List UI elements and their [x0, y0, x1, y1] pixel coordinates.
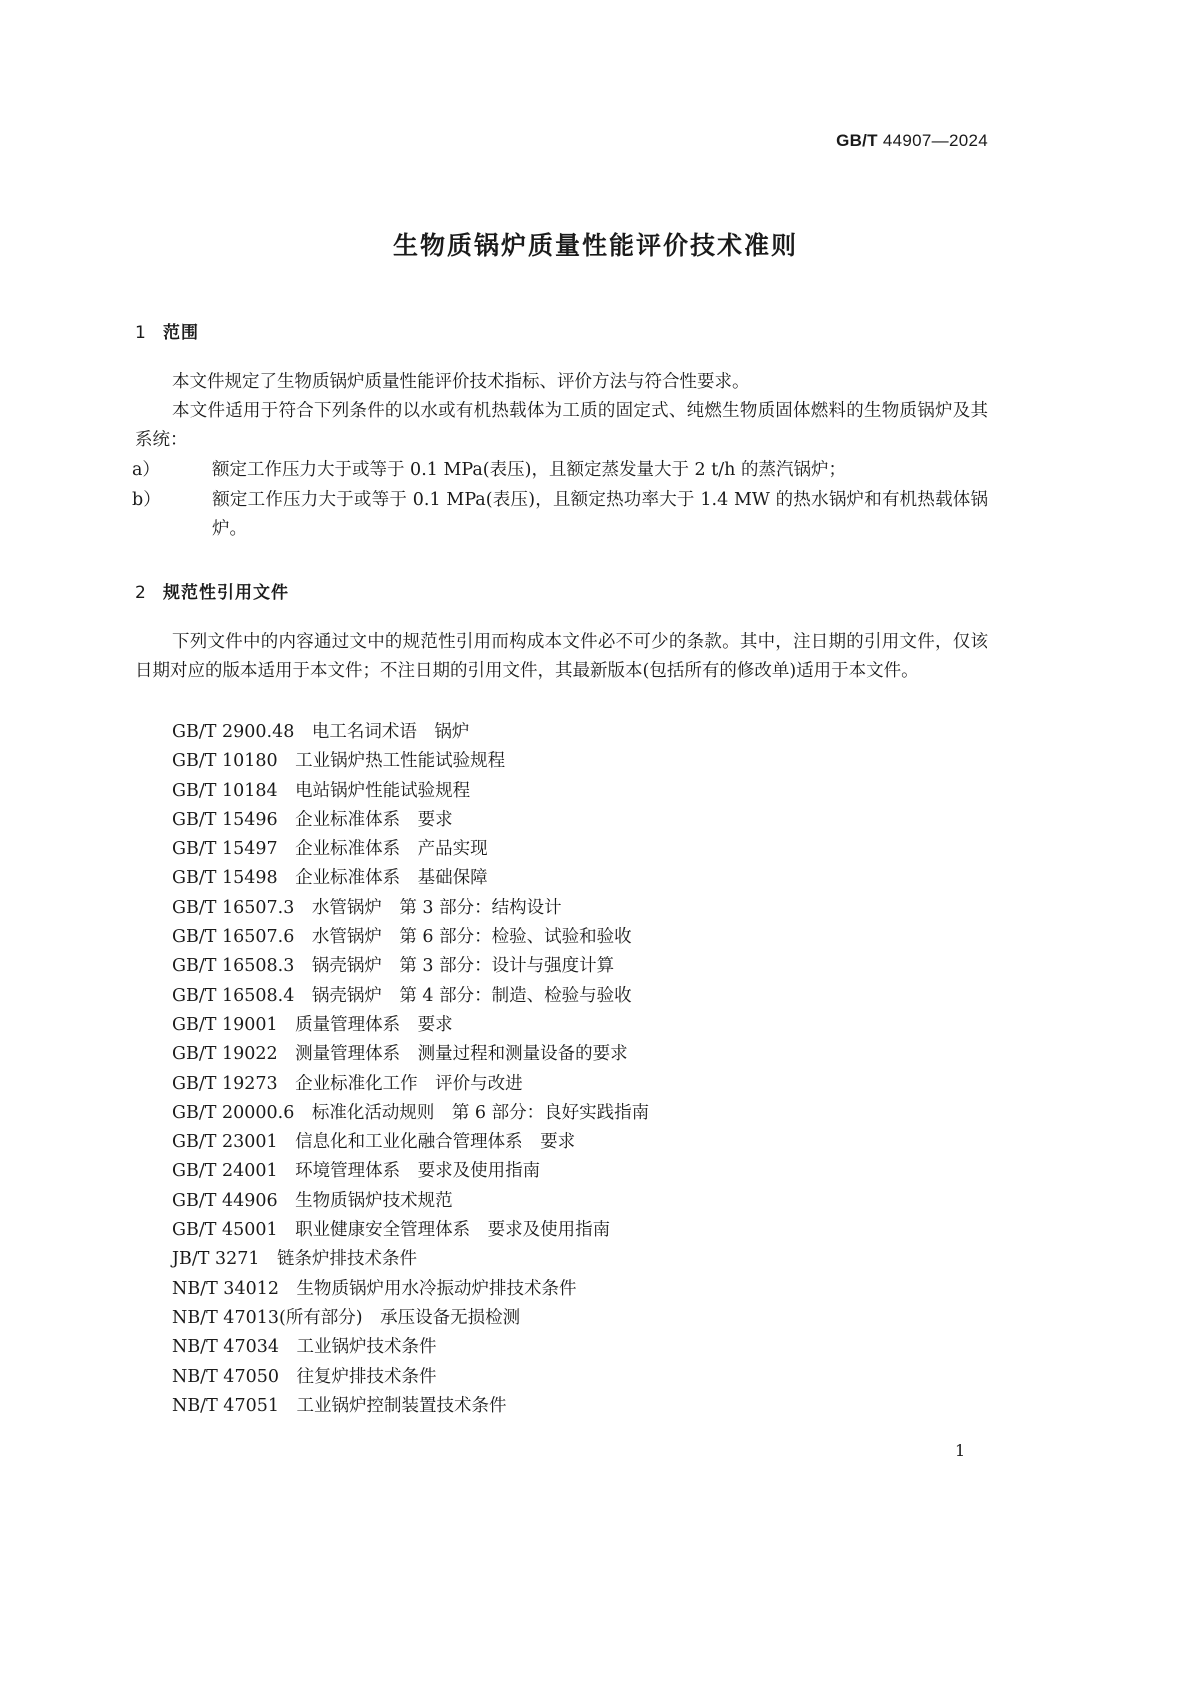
page-number: 1 [955, 1441, 966, 1460]
reference-item [172, 806, 649, 835]
section-number: 1 [135, 323, 147, 343]
reference-code: NB/T 34012 [172, 1278, 279, 1299]
reference-title: 往复炉排技术条件 [296, 1366, 437, 1387]
reference-item [172, 1363, 649, 1392]
reference-item [172, 1333, 649, 1362]
reference-code: NB/T 47051 [172, 1395, 279, 1416]
reference-title: 工业锅炉控制装置技术条件 [296, 1395, 507, 1416]
reference-item [172, 1099, 649, 1128]
reference-title: 电站锅炉性能试验规程 [295, 780, 471, 801]
reference-item [172, 1304, 649, 1333]
reference-title: 环境管理体系 要求及使用指南 [295, 1161, 541, 1182]
reference-item [172, 1245, 649, 1274]
reference-title: 生物质锅炉技术规范 [295, 1190, 453, 1211]
document-code-header [836, 131, 988, 151]
list-label: a） [132, 460, 160, 480]
standard-number: 44907—2024 [882, 131, 988, 150]
reference-title: 水管锅炉 第 6 部分：检验、试验和验收 [311, 927, 632, 948]
document-title: 生物质锅炉质量性能评价技术准则 [392, 231, 798, 260]
reference-title: 质量管理体系 要求 [295, 1014, 453, 1035]
reference-title: 水管锅炉 第 3 部分：结构设计 [311, 897, 562, 918]
reference-title: 职业健康安全管理体系 要求及使用指南 [295, 1220, 611, 1241]
reference-item [172, 747, 649, 776]
reference-code: GB/T 23001 [172, 1132, 278, 1153]
reference-item [172, 952, 649, 981]
list-text: 额定工作压力大于或等于 0.1 MPa(表压)，且额定蒸发量大于 2 t/h 的蒸汽锅炉； [212, 460, 846, 480]
reference-item [172, 1216, 649, 1245]
section-number: 2 [135, 583, 147, 603]
scope-paragraph-1: 本文件规定了生物质锅炉质量性能评价技术指标、评价方法与符合性要求。 [172, 372, 750, 392]
reference-code: GB/T 45001 [172, 1220, 278, 1241]
reference-code: NB/T 47050 [172, 1366, 279, 1387]
reference-title: 企业标准化工作 评价与改进 [295, 1073, 523, 1094]
reference-item [172, 1128, 649, 1157]
list-item-b [132, 486, 988, 545]
reference-item [172, 1392, 649, 1421]
reference-code: NB/T 47013(所有部分) [172, 1307, 363, 1328]
reference-code: JB/T 3271 [172, 1249, 260, 1270]
list-item-a [132, 456, 988, 485]
reference-title: 信息化和工业化融合管理体系 要求 [295, 1132, 576, 1153]
reference-code: GB/T 19022 [172, 1044, 278, 1065]
standard-prefix: GB/T [836, 131, 878, 150]
reference-code: GB/T 15498 [172, 868, 278, 889]
reference-list [172, 718, 649, 1421]
reference-title: 锅壳锅炉 第 3 部分：设计与强度计算 [311, 956, 615, 977]
reference-title: 测量管理体系 测量过程和测量设备的要求 [295, 1044, 628, 1065]
reference-code: GB/T 10184 [172, 780, 278, 801]
section-1-heading [135, 318, 199, 343]
reference-title: 生物质锅炉用水冷振动炉排技术条件 [296, 1278, 577, 1299]
reference-item [172, 1070, 649, 1099]
reference-title: 锅壳锅炉 第 4 部分：制造、检验与验收 [311, 985, 632, 1006]
list-label: b） [132, 490, 161, 510]
reference-title: 工业锅炉技术条件 [296, 1337, 437, 1358]
reference-code: NB/T 47034 [172, 1337, 279, 1358]
list-text: 额定工作压力大于或等于 0.1 MPa(表压)，且额定热功率大于 1.4 MW 的热水锅炉和有机热载体锅炉。 [212, 490, 988, 540]
scope-paragraph-2: 本文件适用于符合下列条件的以水或有机热载体为工质的固定式、纯燃生物质固体燃料的生物质锅炉及其系统： [135, 401, 988, 451]
reference-item [172, 864, 649, 893]
reference-code: GB/T 19273 [172, 1073, 278, 1094]
normative-references-paragraph: 下列文件中的内容通过文中的规范性引用而构成本文件必不可少的条款。其中，注日期的引用文件，仅该日期对应的版本适用于本文件；不注日期的引用文件，其最新版本(包括所有的修改单)适用于本文件。 [135, 632, 988, 682]
reference-item [172, 777, 649, 806]
reference-item [172, 1157, 649, 1186]
reference-item [172, 835, 649, 864]
reference-title: 承压设备无损检测 [380, 1307, 521, 1328]
reference-item [172, 1011, 649, 1040]
reference-item [172, 982, 649, 1011]
reference-code: GB/T 19001 [172, 1014, 278, 1035]
reference-code: GB/T 2900.48 [172, 722, 295, 742]
reference-item [172, 1275, 649, 1304]
reference-code: GB/T 16507.3 [172, 897, 295, 918]
reference-code: GB/T 15496 [172, 809, 278, 830]
reference-title: 电工名词术语 锅炉 [311, 722, 470, 742]
reference-item [172, 718, 649, 747]
reference-item [172, 1187, 649, 1216]
reference-code: GB/T 16507.6 [172, 927, 295, 948]
reference-code: GB/T 44906 [172, 1190, 278, 1211]
reference-code: GB/T 10180 [172, 751, 278, 772]
reference-code: GB/T 15497 [172, 839, 278, 860]
reference-code: GB/T 16508.4 [172, 985, 295, 1006]
reference-title: 企业标准体系 要求 [295, 809, 453, 830]
reference-code: GB/T 24001 [172, 1161, 278, 1182]
reference-item [172, 923, 649, 952]
reference-title: 工业锅炉热工性能试验规程 [295, 751, 506, 772]
reference-item [172, 894, 649, 923]
section-2-heading [135, 578, 289, 603]
reference-item [172, 1040, 649, 1069]
reference-title: 企业标准体系 基础保障 [295, 868, 488, 889]
reference-code: GB/T 16508.3 [172, 956, 295, 977]
section-title: 规范性引用文件 [163, 583, 289, 603]
reference-title: 企业标准体系 产品实现 [295, 839, 488, 860]
reference-title: 标准化活动规则 第 6 部分：良好实践指南 [311, 1102, 650, 1123]
reference-code: GB/T 20000.6 [172, 1102, 295, 1123]
section-title: 范围 [163, 323, 199, 343]
reference-title: 链条炉排技术条件 [277, 1249, 418, 1270]
